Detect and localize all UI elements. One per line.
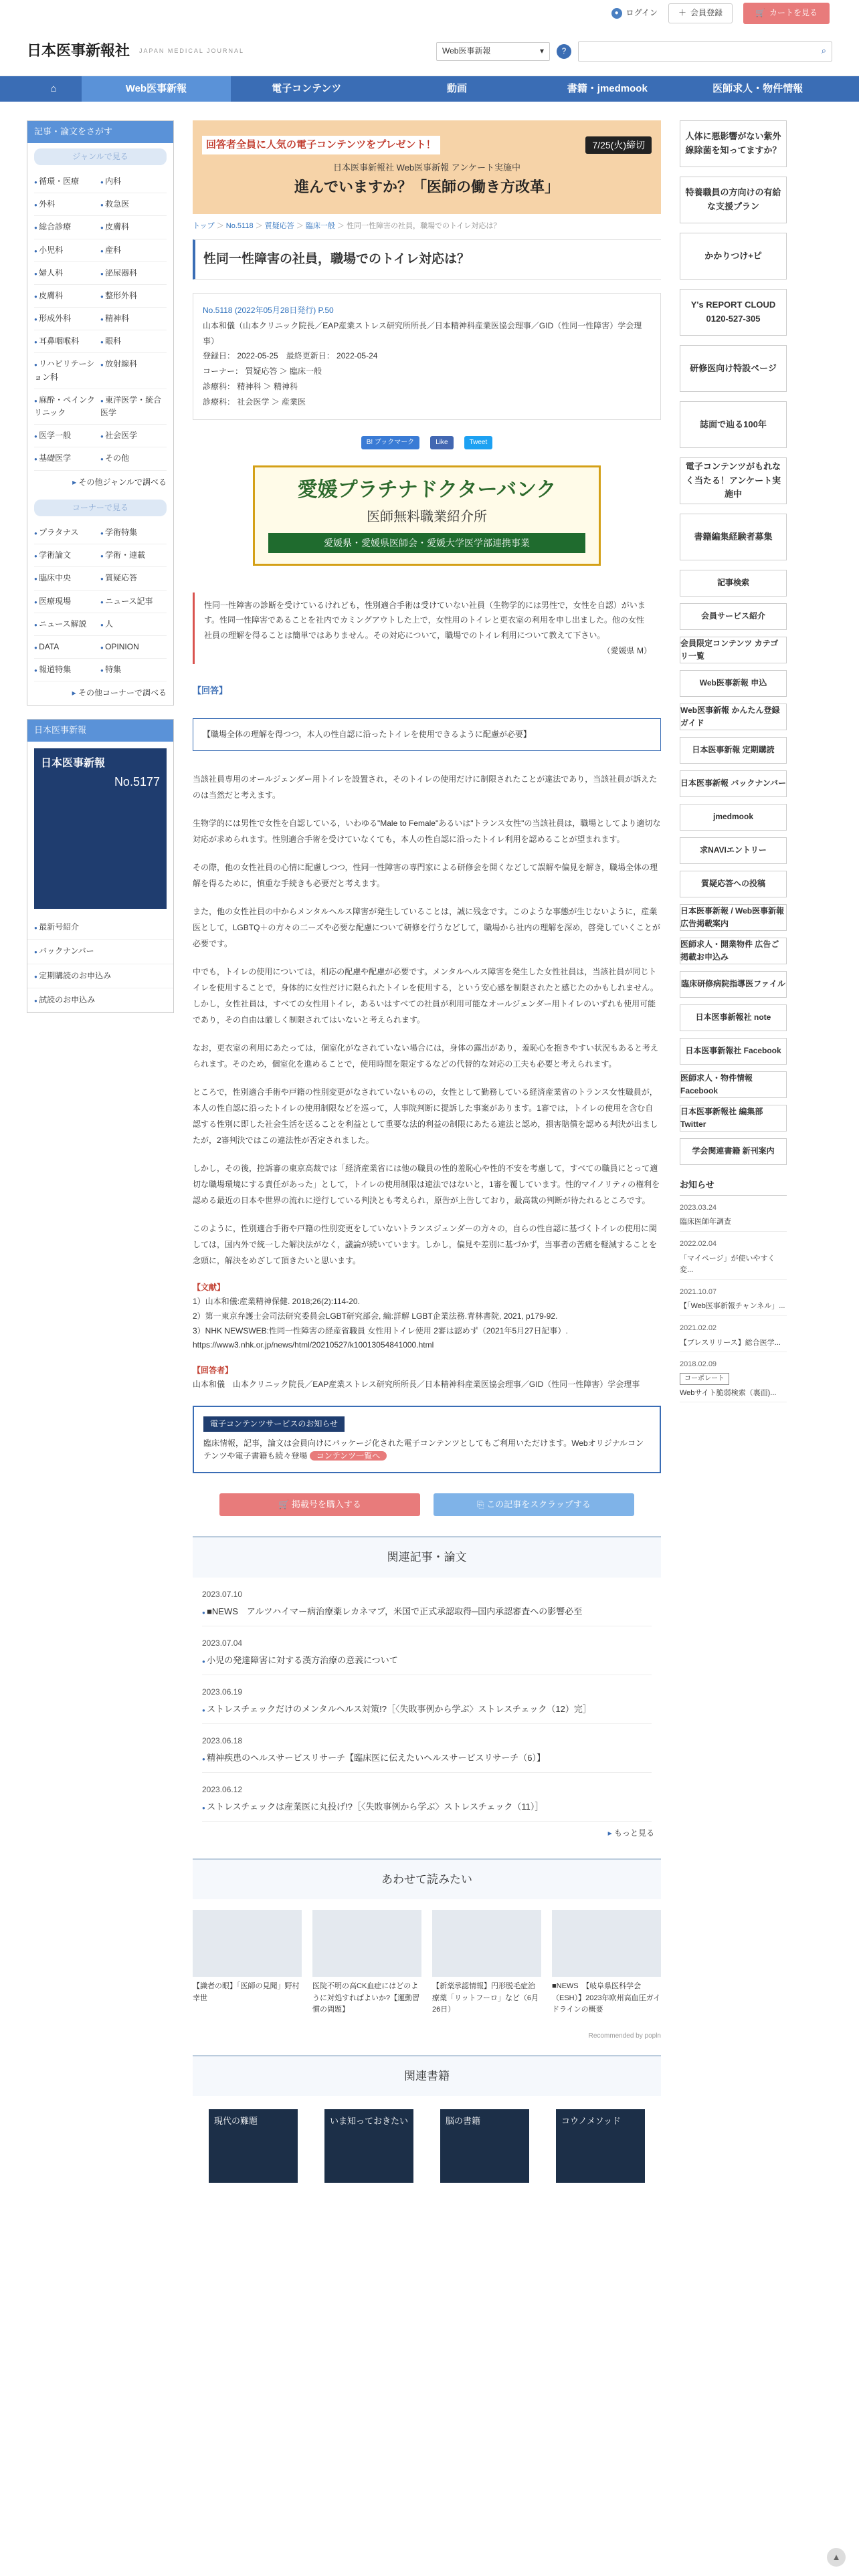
banner-tag: 回答者全員に人気の電子コンテンツをプレゼント！	[202, 136, 440, 154]
related-list	[193, 1588, 661, 1822]
news-title[interactable]: 【「Web医事新報チャンネル」...	[680, 1298, 787, 1316]
corner-item[interactable]: ● 医療現場	[34, 591, 100, 613]
related-date: 2023.07.04	[202, 1638, 243, 1648]
genre-item[interactable]: ● 麻酔・ペインクリニック	[34, 389, 100, 425]
help-icon[interactable]: ?	[557, 44, 571, 59]
also-card-image	[552, 1910, 661, 1977]
service-link[interactable]: 臨床研修病院指導医ファイル	[680, 971, 787, 998]
article-paragraph: このように，性別適合手術や戸籍の性別変更をしていないトランスジェンダーの方々の，自らの性自認に基づくトイレの使用に関しては，国内外で統一した解決法がなく，議論が続いています。しかし，偏見や差別に基づかず，当事者の苦痛を軽減することを念頭に，解決をめざして頂きたいと思います。	[193, 1223, 657, 1265]
reference-item: 1）山本和儀:産業精神保健. 2018;26(2):114-20.	[193, 1297, 360, 1307]
news-date: 2021.10.07	[680, 1287, 717, 1296]
related-heading: 関連記事・論文	[193, 1536, 661, 1577]
gnav-item-jobs[interactable]: 医師求人・物件情報	[712, 83, 803, 94]
journal-box	[27, 719, 174, 1013]
books-heading: 関連書籍	[193, 2055, 661, 2096]
article-paragraph: その際，他の女性社員の心情に配慮しつつ，性同一性障害の専門家による研修会を開くなどして誤解や偏見を解き，職場全体の理解を得るために，慎重な手続きも必要だと考えます。	[193, 862, 658, 888]
genre-item[interactable]: ● 救急医	[100, 193, 167, 216]
content-list-button[interactable]: コンテンツ一覧へ	[310, 1451, 387, 1461]
author-info: 山本和儀（山本クリニック院長／EAP産業ストレス研究所所長／日本精神科産業医協会理事／GID（性同一性障害）学会理事）	[203, 320, 642, 346]
news-box	[680, 1178, 787, 1402]
gnav-item-books[interactable]: 書籍・jmedmook	[567, 83, 648, 94]
answerer: 【回答者】 山本和儀 山本クリニック院長／EAP産業ストレス研究所所長／日本精神科産業医協会理事／GID（性同一性障害）学会理事	[193, 1365, 640, 1390]
buy-issue-button[interactable]: 🛒 掲載号を購入する	[219, 1493, 420, 1516]
also-card-title: 【新薬承認情報】円形脱毛症治療薬「リットフーロ」など（6月26日）	[432, 1981, 539, 2014]
corner-item[interactable]: ● DATA	[34, 636, 100, 659]
genre-item[interactable]: ● 基礎医学	[34, 447, 100, 470]
service-link[interactable]: 質疑応答への投稿	[680, 871, 787, 897]
news-date: 2021.02.02	[680, 1323, 717, 1332]
cart-icon: 🛒	[755, 8, 765, 18]
also-card-title: ■NEWS 【岐阜県医科学会（ESH）】2023年欧州高血圧ガイドラインの概要	[552, 1981, 661, 2014]
chevron-down-icon: ▾	[539, 45, 544, 56]
genre-item[interactable]: ● 皮膚科	[34, 285, 100, 308]
search-articles-heading: 記事・論文をさがす	[27, 121, 173, 143]
also-card-title: 【識者の眼】「医師の見聞」野村幸世	[193, 1981, 300, 2002]
genre-item[interactable]: ● 東洋医学・統合医学	[100, 389, 167, 425]
search-scope-select[interactable]: Web医事新報 ▾	[436, 42, 550, 61]
header	[0, 27, 859, 76]
service-link[interactable]: Web医事新報 かんたん登録ガイド	[680, 704, 787, 730]
register-button[interactable]: ＋ 会員登録	[668, 3, 733, 23]
survey-banner[interactable]	[193, 120, 661, 214]
service-link[interactable]: 日本医事新報 定期購読	[680, 737, 787, 764]
right-banner[interactable]: かかりつけ+ピ	[680, 233, 787, 280]
global-nav	[0, 76, 859, 102]
corner-item[interactable]: ● 学術論文	[34, 544, 100, 567]
corner-item[interactable]: ● 学術特集	[100, 522, 167, 544]
book-item[interactable]: 現代の難題	[209, 2109, 298, 2183]
also-card[interactable]	[552, 1910, 661, 2020]
also-card-image	[432, 1910, 541, 1977]
news-title[interactable]: Webサイト脆弱検索（裏面)...	[680, 1385, 787, 1403]
also-card[interactable]	[312, 1910, 421, 2020]
share-buttons	[193, 436, 661, 449]
cart-icon: 🛒	[278, 1499, 292, 1510]
journal-link[interactable]: ● 最新号紹介	[27, 916, 173, 940]
also-card-title: 医院不明の高CK血症にはどのように対処すればよいか?【運動習慣の問題】	[312, 1981, 420, 2014]
article-paragraph: 当該社員専用のオールジェンダー用トイレを設置され，そのトイレの使用だけに制限されたことが違法であり，当該社員が訴えたのは当然だと考えます。	[193, 774, 658, 800]
doctor-bank-ad[interactable]: 愛媛プラチナドクターバンク 医師無料職業紹介所 愛媛県・愛媛県医師会・愛媛大学医学部連携事業	[253, 465, 601, 566]
clip-icon: ⎘	[477, 1499, 487, 1510]
page-title: 性同一性障害の社員，職場でのトイレ対応は？	[193, 239, 661, 280]
genre-item[interactable]: ● 小児科	[34, 239, 100, 262]
topbar	[0, 0, 859, 27]
related-title[interactable]: ● ■NEWS アルツハイマー病治療薬レカネマブ，米国で正式承認取得─国内承認審査への影響必至	[202, 1601, 652, 1626]
news-tag: コーポレート	[680, 1373, 729, 1385]
journal-link[interactable]: ● バックナンバー	[27, 940, 173, 964]
related-date: 2023.06.19	[202, 1687, 243, 1697]
corner-item[interactable]: ● ニュース解説	[34, 613, 100, 636]
corner-item[interactable]: ● 人	[100, 613, 167, 636]
left-sidebar	[27, 120, 174, 2196]
article-body	[193, 771, 661, 1269]
crumb-issue[interactable]: No.5118	[225, 222, 254, 230]
also-cards	[193, 1899, 661, 2031]
corner-item[interactable]: ● OPINION	[100, 636, 167, 659]
genre-list	[27, 171, 173, 471]
journal-links	[27, 916, 173, 1012]
genre-item[interactable]: ● リハビリテーション科	[34, 353, 100, 389]
main-content	[193, 120, 661, 2196]
news-title[interactable]: 臨床医師年調査	[680, 1214, 787, 1232]
banner-title: 進んでいますか？「医師の働き方改革」	[294, 178, 559, 195]
genre-item[interactable]: ● 耳鼻咽喉科	[34, 330, 100, 353]
corner-list	[27, 522, 173, 681]
facebook-like-button[interactable]: Like	[430, 436, 453, 449]
corner-subheading: コーナーで見る	[34, 500, 167, 516]
corner-item[interactable]: ● ニュース記事	[100, 591, 167, 613]
reference-item: 3）NHK NEWSWEB:性同一性障害の経産省職員 女性用トイレ使用 2審は認めず（2021年5月27日記事）. https://www3.nhk.or.jp/news/html/20210527/k10013054841000.html	[193, 1325, 568, 1350]
search-input[interactable]	[578, 41, 832, 62]
related-date: 2023.07.10	[202, 1589, 243, 1599]
genre-item[interactable]: ● 社会医学	[100, 425, 167, 447]
breadcrumb: トップ ＞ No.5118 ＞ 質疑応答 ＞ 臨床一般 ＞ 性同一性障害の社員，職場でのトイレ対応は？	[193, 222, 501, 230]
service-link[interactable]: Web医事新報 申込	[680, 670, 787, 697]
econtent-notice: 電子コンテンツサービスのお知らせ 臨床情報，記事，論文は会員向けにパッケージ化された電子コンテンツとしてもご利用いただけます。Webオリジナルコンテンツや電子書籍も続々登場 コンテンツ一覧へ	[193, 1406, 661, 1474]
twitter-button[interactable]: Tweet	[464, 436, 493, 449]
gnav-item-video[interactable]: 動画	[446, 83, 467, 94]
gnav-item-web[interactable]: Web医事新報	[82, 76, 231, 102]
back-to-top-icon[interactable]: ▲	[827, 2548, 846, 2567]
corner-item[interactable]: ● 臨床中央	[34, 567, 100, 590]
right-banner[interactable]: 人体に悪影響がない紫外線除菌を知ってますか？	[680, 120, 787, 167]
field-info-2[interactable]: 診療科： 社会医学 ＞ 産業医	[203, 397, 306, 407]
journal-cover[interactable]: 日本医事新報 No.5177	[34, 748, 167, 909]
right-banner[interactable]: Y's REPORT CLOUD 0120-527-305	[680, 289, 787, 336]
genre-item[interactable]: ● 内科	[100, 171, 167, 193]
also-card[interactable]	[193, 1910, 302, 2020]
service-link[interactable]: 日本医事新報 / Web医事新報 広告掲載案内	[680, 904, 787, 931]
service-link[interactable]: 医師求人・物件情報 Facebook	[680, 1071, 787, 1098]
search-articles-box	[27, 120, 174, 706]
related-date: 2023.06.18	[202, 1735, 243, 1745]
related-title[interactable]: ● ストレスチェックだけのメンタルヘルス対策!?［〈失敗事例から学ぶ〉ストレスチェック（12）完］	[202, 1699, 652, 1724]
gnav-item-econtent[interactable]: 電子コンテンツ	[272, 83, 342, 94]
news-date: 2018.02.09	[680, 1360, 717, 1369]
news-date: 2022.02.04	[680, 1239, 717, 1248]
genre-item[interactable]: ● 形成外科	[34, 308, 100, 330]
article-meta	[193, 293, 661, 420]
search-icon[interactable]: ⌕	[821, 45, 826, 56]
answer-label: 【回答】	[193, 685, 228, 695]
right-banner[interactable]: 誌面で辿る100年	[680, 401, 787, 448]
genre-item[interactable]: ● 医学一般	[34, 425, 100, 447]
service-link[interactable]: 日本医事新報社 編集部 Twitter	[680, 1105, 787, 1132]
also-card-image	[193, 1910, 302, 1977]
genre-more-link[interactable]: ▸ その他ジャンルで調べる	[27, 471, 173, 494]
article-paragraph: なお，更衣室の利用にあたっては，個室化がなされていない場合には，身体の露出があり，羞恥心を抱きやすい状況もあると考えられます。そのため，個室化を進めることで，使用時間を限定するなどの代替的な対応の工夫も必要と考えられます。	[193, 1043, 659, 1069]
field-info-1[interactable]: 診療科： 精神科 ＞ 精神科	[203, 381, 298, 391]
user-plus-icon: ＋	[678, 8, 687, 18]
journal-link[interactable]: ● 試読のお申込み	[27, 988, 173, 1012]
book-item[interactable]: いま知っておきたい	[324, 2109, 413, 2183]
crumb-subcategory[interactable]: 臨床一般	[305, 222, 335, 230]
genre-item[interactable]: ● 婦人科	[34, 262, 100, 285]
article-paragraph: しかし，その後，控訴審の東京高裁では「経済産業省には他の職員の性的羞恥心や性的不安を考慮して，すべての職員にとって適切な職場環境にする責任があった」として，トイレの使用制限は違法ではないと，1審を覆しています。性的マイノリティの権利を認める最近の日本や世界の流れに逆行している判決とも考えられ，原告が上告しており，最高裁の判断が待たれるところです。	[193, 1163, 660, 1205]
journal-heading: 日本医事新報	[27, 720, 173, 742]
service-link[interactable]: jmedmook	[680, 804, 787, 831]
service-link[interactable]: 医師求人・開業物件 広告ご掲載お申込み	[680, 938, 787, 964]
news-title[interactable]: 【ブレスリリース】総合医学...	[680, 1335, 787, 1353]
corner-info[interactable]: コーナー： 質疑応答 ＞ 臨床一般	[203, 366, 322, 377]
service-link[interactable]: 日本医事新報社 note	[680, 1004, 787, 1031]
service-link[interactable]: 日本医事新報 バックナンバー	[680, 770, 787, 797]
genre-item[interactable]: ● 眼科	[100, 330, 167, 353]
corner-more-link[interactable]: ▸ その他コーナーで調べる	[27, 681, 173, 705]
service-link[interactable]: 会員限定コンテンツ カテゴリ一覧	[680, 637, 787, 663]
corner-item[interactable]: ● 質疑応答	[100, 567, 167, 590]
cart-button[interactable]: 🛒 カートを見る	[743, 3, 830, 23]
crumb-home[interactable]: トップ	[193, 222, 215, 230]
genre-item[interactable]: ● 精神科	[100, 308, 167, 330]
question-block: 性同一性障害の診断を受けているけれども，性別適合手術は受けていない社員（生物学的には男性で，女性を自認）がいます。性同一性障害であることを社内でカミングアウトした上で，女性用のトイレと更衣室の利用を申し出ました。他の女性社員の理解を得ることは簡単ではありません。その対応について，職場でのトイレ利用について教えて下さい。 （愛媛県 M）	[193, 593, 661, 664]
references: 【文献】 1）山本和儀:産業精神保健. 2018;26(2):114-20. 2）第一東京弁護士会司法研究委員会LGBT研究部会, 編:詳解 LGBT企業法務.青林書院, 2021, p179-92. 3）NHK NEWSWEB:性同一性障害の経産省職員 女性用トイレ使用 2審は認めず（2021年5月27日記事）. https://www3.nhk.or.jp/news/html/20210527/k10013054841000.html	[193, 1281, 661, 1353]
user-icon: ●	[611, 8, 622, 19]
genre-item[interactable]: ● 放射線科	[100, 353, 167, 389]
date-info: 登録日： 2022-05-25 最終更新日： 2022-05-24	[203, 351, 378, 361]
journal-link[interactable]: ● 定期購読のお申込み	[27, 964, 173, 988]
crumb-current: 性同一性障害の社員，職場でのトイレ対応は？	[346, 222, 501, 230]
service-link[interactable]: 記事検索	[680, 570, 787, 597]
genre-item[interactable]: ● 外科	[34, 193, 100, 216]
recommended-by: Recommended by popln	[588, 2032, 661, 2040]
related-title[interactable]: ● 精神疾患のヘルスサービスリサーチ【臨床医に伝えたいヘルスサービスリサーチ（6）】	[202, 1747, 652, 1773]
article-paragraph: 中でも，トイレの使用については，相応の配慮や配慮が必要です。メンタルヘルス障害を発生した女性社員は，当該社員が同じトイレを使用することで，身体的に女性だけに限られたトイレを使用する，という安心感を制限されたと感じたのかもしれません。しかし，女性社員は，すべての女性用トイレ，あるいはすべての社員が利用可能なオールジェンダー用トイレのいずれも使用可能であり，その自由は厳しく制限されてはいないと考えられます。	[193, 966, 658, 1025]
site-logo[interactable]: 日本医事新報社	[27, 41, 130, 60]
issue-info[interactable]: No.5118 (2022年05月28日発行) P.50	[203, 305, 334, 315]
related-date: 2023.06.12	[202, 1784, 243, 1794]
article-paragraph: また，他の女性社員の中からメンタルヘルス障害が発生していることは，誠に残念です。このような事態が生じないように，産業医として，LGBTQ＋の方々の二ーズや必要な配慮について研修を行うなどして，職場から社内の理解を深め，啓発していくことが必要です。	[193, 906, 660, 948]
genre-item[interactable]: ● 皮膚科	[100, 216, 167, 239]
answer-summary: 【職場全体の理解を得つつ，本人の性自認に沿ったトイレを使用できるように配慮が必要】	[193, 718, 661, 751]
genre-item[interactable]: ● 総合診療	[34, 216, 100, 239]
genre-item[interactable]: ● その他	[100, 447, 167, 470]
related-more-link[interactable]: ▸ もっと見る	[193, 1822, 661, 1845]
banner-sub: 日本医事新報社 Web医事新報 アンケート実施中	[333, 163, 520, 173]
right-banner[interactable]: 特養職員の方向けの有給な支援プラン	[680, 177, 787, 223]
service-link[interactable]: 会員サービス紹介	[680, 603, 787, 630]
related-title[interactable]: ● ストレスチェックは産業医に丸投げ!?［〈失敗事例から学ぶ〉ストレスチェック（11）］	[202, 1796, 652, 1822]
genre-item[interactable]: ● 整形外科	[100, 285, 167, 308]
service-link[interactable]: 学会関連書籍 新刊案内	[680, 1138, 787, 1165]
related-title[interactable]: ● 小児の発達障害に対する漢方治療の意義について	[202, 1650, 652, 1675]
also-card[interactable]	[432, 1910, 541, 2020]
corner-item[interactable]: ● プラタナス	[34, 522, 100, 544]
also-card-image	[312, 1910, 421, 1977]
genre-subheading: ジャンルで見る	[34, 148, 167, 165]
news-heading: お知らせ	[680, 1178, 787, 1196]
books-list	[193, 2096, 661, 2196]
login-link[interactable]: ● ログイン	[611, 7, 658, 19]
book-item[interactable]: コウノメソッド	[556, 2109, 645, 2183]
corner-item[interactable]: ● 特集	[100, 659, 167, 681]
reference-item: 2）第一東京弁護士会司法研究委員会LGBT研究部会, 編:詳解 LGBT企業法務.青林書院, 2021, p179-92.	[193, 1311, 558, 1321]
crumb-category[interactable]: 質疑応答	[264, 222, 294, 230]
article-paragraph: 生物学的には男性で女性を自認している，いわゆる"Male to Female"あるいは"トランス女性"の当該社員は，職場としてより適切な対応が求められます。性別適合手術を受けていなくても，本人の性自認に沿ったトイレ利用を認めることが望まれます。	[193, 818, 661, 844]
right-banner[interactable]: 研修医向け特設ページ	[680, 345, 787, 392]
site-logo-sub: JAPAN MEDICAL JOURNAL	[139, 47, 245, 55]
corner-item[interactable]: ● 報道特集	[34, 659, 100, 681]
service-link[interactable]: 日本医事新報社 Facebook	[680, 1038, 787, 1065]
bookmark-button[interactable]: B! ブックマーク	[361, 436, 420, 449]
right-sidebar	[680, 120, 787, 2196]
banner-date: 7/25(火)締切	[585, 136, 652, 154]
action-buttons	[193, 1493, 661, 1516]
genre-item[interactable]: ● 泌尿器科	[100, 262, 167, 285]
also-heading: あわせて読みたい	[193, 1858, 661, 1899]
book-item[interactable]: 脳の書籍	[440, 2109, 529, 2183]
scrap-button[interactable]: ⎘ この記事をスクラップする	[434, 1493, 634, 1516]
service-link[interactable]: 求NAVIエントリー	[680, 837, 787, 864]
news-date: 2023.03.24	[680, 1203, 717, 1212]
genre-item[interactable]: ● 循環・医療	[34, 171, 100, 193]
home-icon[interactable]: ⌂	[50, 83, 57, 94]
right-banner[interactable]: 電子コンテンツがもれなく当たる！アンケート実施中	[680, 457, 787, 504]
genre-item[interactable]: ● 産科	[100, 239, 167, 262]
article-paragraph: ところで，性別適合手術や戸籍の性別変更がなされていないものの，女性として勤務している経済産業省のトランス女性職員が，本人の性自認に沿ったトイレの使用制限などを巡って，人事院判断に提訴した事案があります。1審では，トイレの使用を含む自認する性別に即した社会生活を送ることを利益として重要な法的利益の制限にあたる違法と認め，損害賠償を認める判決が出ましたが，2審判決ではこの違法性が否定されました。	[193, 1087, 658, 1145]
corner-item[interactable]: ● 学術・連載	[100, 544, 167, 567]
right-banner[interactable]: 書籍編集経験者募集	[680, 514, 787, 560]
news-title[interactable]: 「マイページ」が使いやすく変...	[680, 1251, 787, 1280]
